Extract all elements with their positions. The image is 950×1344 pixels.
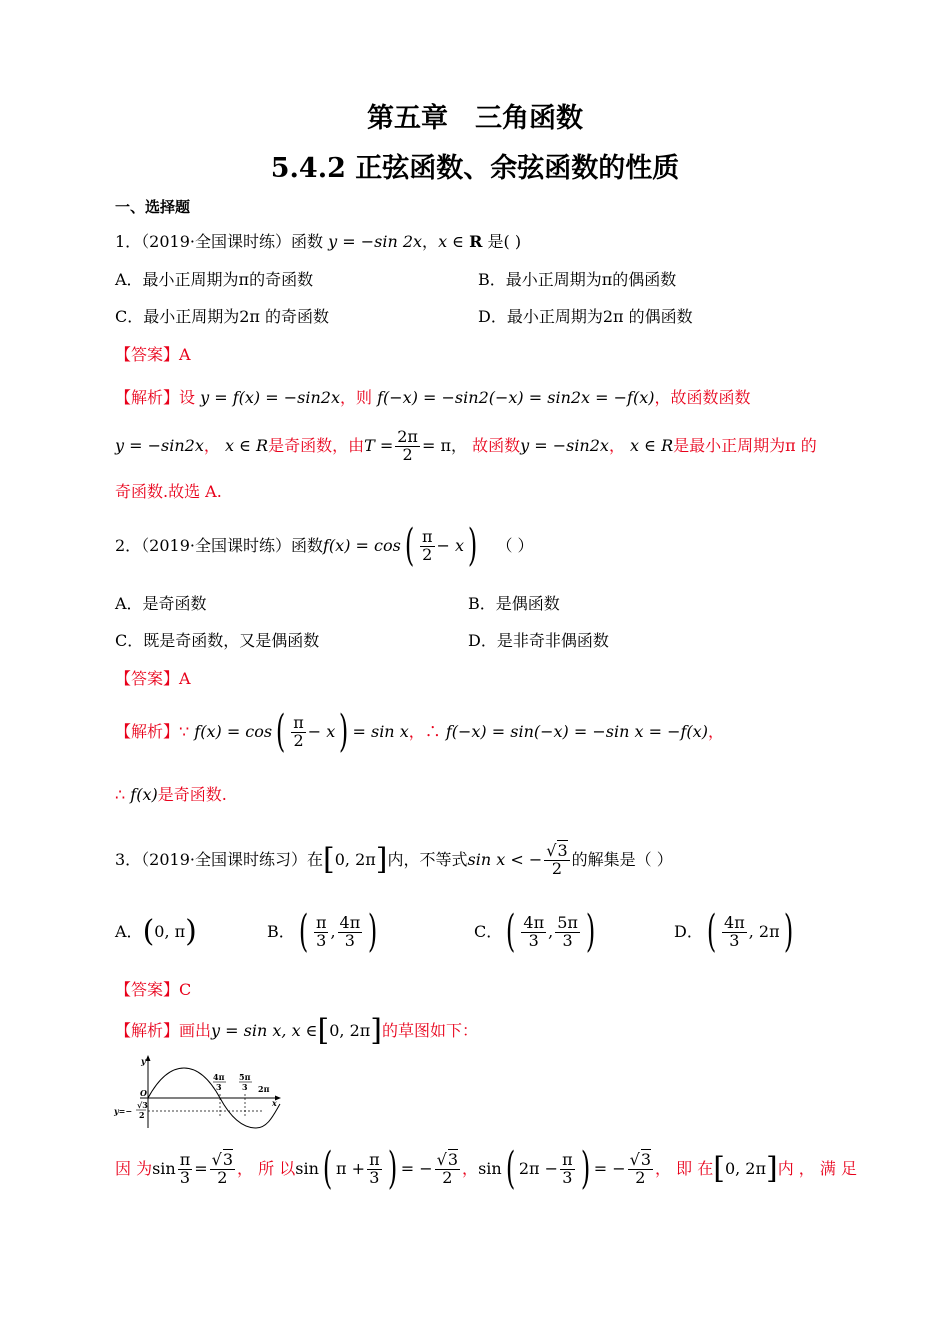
- tick-5pi3-num: 5π: [239, 1072, 251, 1082]
- section-title: 5.4.2 正弦函数、余弦函数的性质: [270, 153, 680, 184]
- q3-option-d-label: D．: [674, 922, 703, 941]
- q3-answer: 【答案】C: [115, 980, 192, 999]
- q2-exp-l1b: f(x) = cos: [194, 722, 273, 741]
- q3-exp-expr3: sin ( 2π − $\frac{\pi}{3}$ ) = − $\frac{√3}{2}$: [478, 1143, 652, 1194]
- q2-exp-label: 【解析】: [115, 722, 180, 741]
- x-axis-label: x: [272, 1098, 277, 1108]
- q1-option-d[interactable]: D．最小正周期为2π 的偶函数: [478, 307, 693, 326]
- y-axis-label: y: [141, 1056, 146, 1066]
- q2-exp-l1g: f(−x) = sin(−x) = −sin x = −f(x): [445, 722, 708, 741]
- q2-exp-l1a: ∵: [179, 722, 190, 741]
- q1-exp-l2b: ，: [203, 436, 220, 455]
- q1-exp-l2k: x ∈ R: [630, 436, 674, 455]
- q2-exp-l1d: − x: [307, 722, 336, 741]
- q3-exp-l1b: y = sin x, x ∈: [211, 1021, 318, 1040]
- q3-option-a-value: 0, π: [154, 922, 186, 941]
- q1-exp-l1b: y = f(x) = −sin2x: [200, 388, 340, 407]
- q3-exp-l2g: ，: [462, 1159, 479, 1178]
- question-3-stem: [115, 834, 673, 886]
- q2-exp-l1e: = sin x: [352, 722, 409, 741]
- q1-exp-l2g: = π，: [421, 436, 467, 455]
- q3-d-paren-right: ): [783, 906, 793, 957]
- q1-exp-l1a: 设: [179, 388, 196, 407]
- q3-d-paren-left: (: [706, 906, 717, 957]
- level-num: √3: [137, 1100, 148, 1110]
- q3-stem-suffix: 的解集是（ ）: [571, 850, 673, 869]
- q3-stem-prefix: 3．（2019·全国课时练习）在: [115, 850, 323, 869]
- sine-sketch-graph: [112, 1054, 287, 1130]
- q2-option-c[interactable]: C．既是奇函数，又是偶函数: [115, 631, 320, 650]
- q1-stem-R: R: [469, 232, 483, 251]
- q3-b-frac1: $\frac{\pi}{3}$: [315, 912, 327, 950]
- part-heading: 一、选择题: [115, 198, 191, 216]
- q2-exp-l1h: ，: [707, 722, 724, 741]
- q3-b-frac2: $\frac{4\pi}{3}$: [339, 912, 361, 950]
- q3-exp-interval: [ 0, 2π ]: [713, 1151, 778, 1186]
- q1-exp-l2c: x ∈ R: [224, 436, 269, 455]
- q1-exp-label: 【解析】: [115, 388, 180, 407]
- q1-exp-l2h: 故函数: [472, 436, 521, 455]
- q3-stem-fraction: $\frac{√3}{2}$: [546, 840, 568, 878]
- q2-stem-prefix: 2．（2019·全国课时练）函数: [115, 536, 323, 555]
- q2-answer: 【答案】A: [115, 669, 191, 688]
- q2-option-d[interactable]: D．是非奇非偶函数: [468, 631, 609, 650]
- q1-stem-domain: x ∈: [438, 232, 470, 251]
- y-axis-arrow: [146, 1055, 151, 1061]
- q3-b-paren-left: (: [298, 906, 309, 957]
- q1-exp-l1c: ，则: [340, 388, 373, 407]
- q3-explanation-line1: [115, 1013, 479, 1048]
- q3-option-b-label: B．: [267, 922, 295, 941]
- q3-exp-bracket-right: ]: [370, 1013, 382, 1048]
- q3-exp-l2d: ， 所 以: [237, 1159, 296, 1178]
- q2-stem-func: f(x) = cos: [323, 536, 401, 555]
- q1-option-b[interactable]: B．最小正周期为π的偶函数: [478, 270, 677, 289]
- q3-d-tail: , 2π: [748, 922, 780, 941]
- q2-explanation-line2: [115, 785, 227, 805]
- tick-4pi3-num: 4π: [213, 1072, 225, 1082]
- q3-d-frac1: $\frac{4\pi}{3}$: [724, 912, 745, 950]
- q1-answer: 【答案】A: [115, 345, 191, 364]
- q2-exp-l1f: ，∴: [408, 722, 441, 741]
- q3-a-paren-right: ): [185, 914, 197, 949]
- tick-2pi: 2π: [258, 1084, 270, 1094]
- q3-c-paren-right: ): [585, 906, 596, 957]
- q2-stem-fraction: $\frac{\pi}{2}$: [421, 526, 433, 564]
- tick-5pi3-den: 3: [242, 1082, 248, 1092]
- q2-exp-l2a: ∴: [115, 785, 126, 804]
- q3-exp-l1d: 的草图如下：: [382, 1021, 479, 1040]
- q1-stem-suffix: 是( ): [482, 232, 522, 251]
- q1-stem-mid: ，: [422, 232, 439, 251]
- q1-exp-fraction: $\frac{2\pi}{2}$: [397, 426, 418, 464]
- q3-bracket-left: [: [323, 842, 335, 877]
- q1-explanation-line1: [115, 388, 751, 408]
- q1-option-c[interactable]: C．最小正周期为2π 的奇函数: [115, 307, 330, 326]
- question-2-stem: [115, 520, 534, 572]
- q1-stem-prefix: 1．（2019·全国课时练）函数: [115, 232, 323, 251]
- q1-exp-l2l: 是最小正周期为π 的: [673, 436, 817, 455]
- q3-stem-ineq: sin x < −: [467, 850, 543, 869]
- q3-b-paren-right: ): [368, 906, 378, 957]
- q1-explanation-line3: 奇函数.故选 A.: [115, 482, 222, 501]
- q2-left-paren: (: [404, 520, 415, 571]
- q2-exp-l2c: 是奇函数.: [157, 785, 227, 804]
- q2-exp-l2b: f(x): [130, 785, 158, 804]
- q3-c-frac1: $\frac{4\pi}{3}$: [523, 912, 545, 950]
- q3-exp-bracket-left: [: [317, 1013, 330, 1048]
- q1-exp-l1e: ，故函数函数: [654, 388, 751, 407]
- q3-option-a-label: A．: [115, 922, 143, 941]
- q3-a-paren-left: (: [142, 914, 155, 949]
- q3-option-c-label: C．: [474, 922, 503, 941]
- q3-exp-l1a: 画出: [179, 1021, 212, 1040]
- q1-exp-l2d: 是奇函数，由: [268, 436, 365, 455]
- q1-stem-func: y = −sin 2x: [328, 232, 423, 251]
- q3-option-c[interactable]: C． ( $\frac{4\pi}{3}$ , $\frac{5\pi}{3}$ ): [474, 906, 596, 957]
- q3-exp-expr1: sin $\frac{\pi}{3}$ = $\frac{√3}{2}$: [152, 1149, 234, 1187]
- q3-bracket-right: ]: [375, 842, 388, 877]
- q1-exp-l2e: T =: [364, 436, 394, 455]
- q3-option-b[interactable]: B． ( $\frac{\pi}{3}$ , $\frac{4\pi}{3}$ ): [267, 906, 378, 957]
- q3-option-a[interactable]: [115, 906, 197, 958]
- q2-option-a[interactable]: A．是奇函数: [115, 594, 207, 613]
- q2-option-b[interactable]: B．是偶函数: [468, 594, 560, 613]
- q2-explanation-line1: [115, 706, 724, 758]
- q3-stem-interval: 0, 2π: [334, 850, 376, 869]
- q3-stem-mid: 内，不等式: [387, 850, 468, 869]
- q2-stem-suffix: （ ）: [496, 536, 534, 555]
- q2-exp-fraction: $\frac{\pi}{2}$: [293, 712, 304, 750]
- level-den: 2: [139, 1110, 145, 1120]
- q3-exp-expr2: sin ( π + $\frac{\pi}{3}$ ) = − $\frac{√3}{2}$: [295, 1143, 459, 1194]
- q1-exp-l1d: f(−x) = −sin2(−x) = sin2x = −f(x): [377, 388, 655, 407]
- q1-exp-l2a: y = −sin2x: [115, 436, 204, 455]
- chapter-title: 第五章 三角函数: [367, 103, 583, 134]
- q2-exp-left-paren: (: [275, 706, 286, 757]
- q3-exp-l2j: ， 即 在: [655, 1159, 714, 1178]
- q2-right-paren: ): [467, 520, 478, 571]
- question-1-stem: [115, 232, 521, 252]
- q1-explanation-line2: [115, 424, 817, 468]
- tick-4pi3-den: 3: [216, 1082, 222, 1092]
- q3-explanation-line2: [115, 1142, 857, 1196]
- q3-c-frac2: $\frac{5\pi}{3}$: [557, 912, 578, 950]
- q1-exp-l2j: ，: [608, 436, 625, 455]
- q2-exp-right-paren: ): [339, 706, 349, 757]
- level-label: y=−: [114, 1106, 133, 1116]
- q1-exp-l2i: y = −sin2x: [520, 436, 609, 455]
- q3-c-paren-left: (: [506, 906, 516, 957]
- q2-stem-after: − x: [436, 536, 465, 555]
- origin-label: O: [140, 1088, 147, 1098]
- q3-exp-label: 【解析】: [115, 1021, 180, 1040]
- q3-exp-l2l: 内 ， 满 足: [777, 1159, 857, 1178]
- q3-exp-l1c: 0, 2π: [329, 1021, 371, 1040]
- q3-exp-l2a: 因 为: [115, 1159, 153, 1178]
- q1-option-a[interactable]: A．最小正周期为π的奇函数: [115, 270, 314, 289]
- q3-option-d[interactable]: [674, 906, 797, 958]
